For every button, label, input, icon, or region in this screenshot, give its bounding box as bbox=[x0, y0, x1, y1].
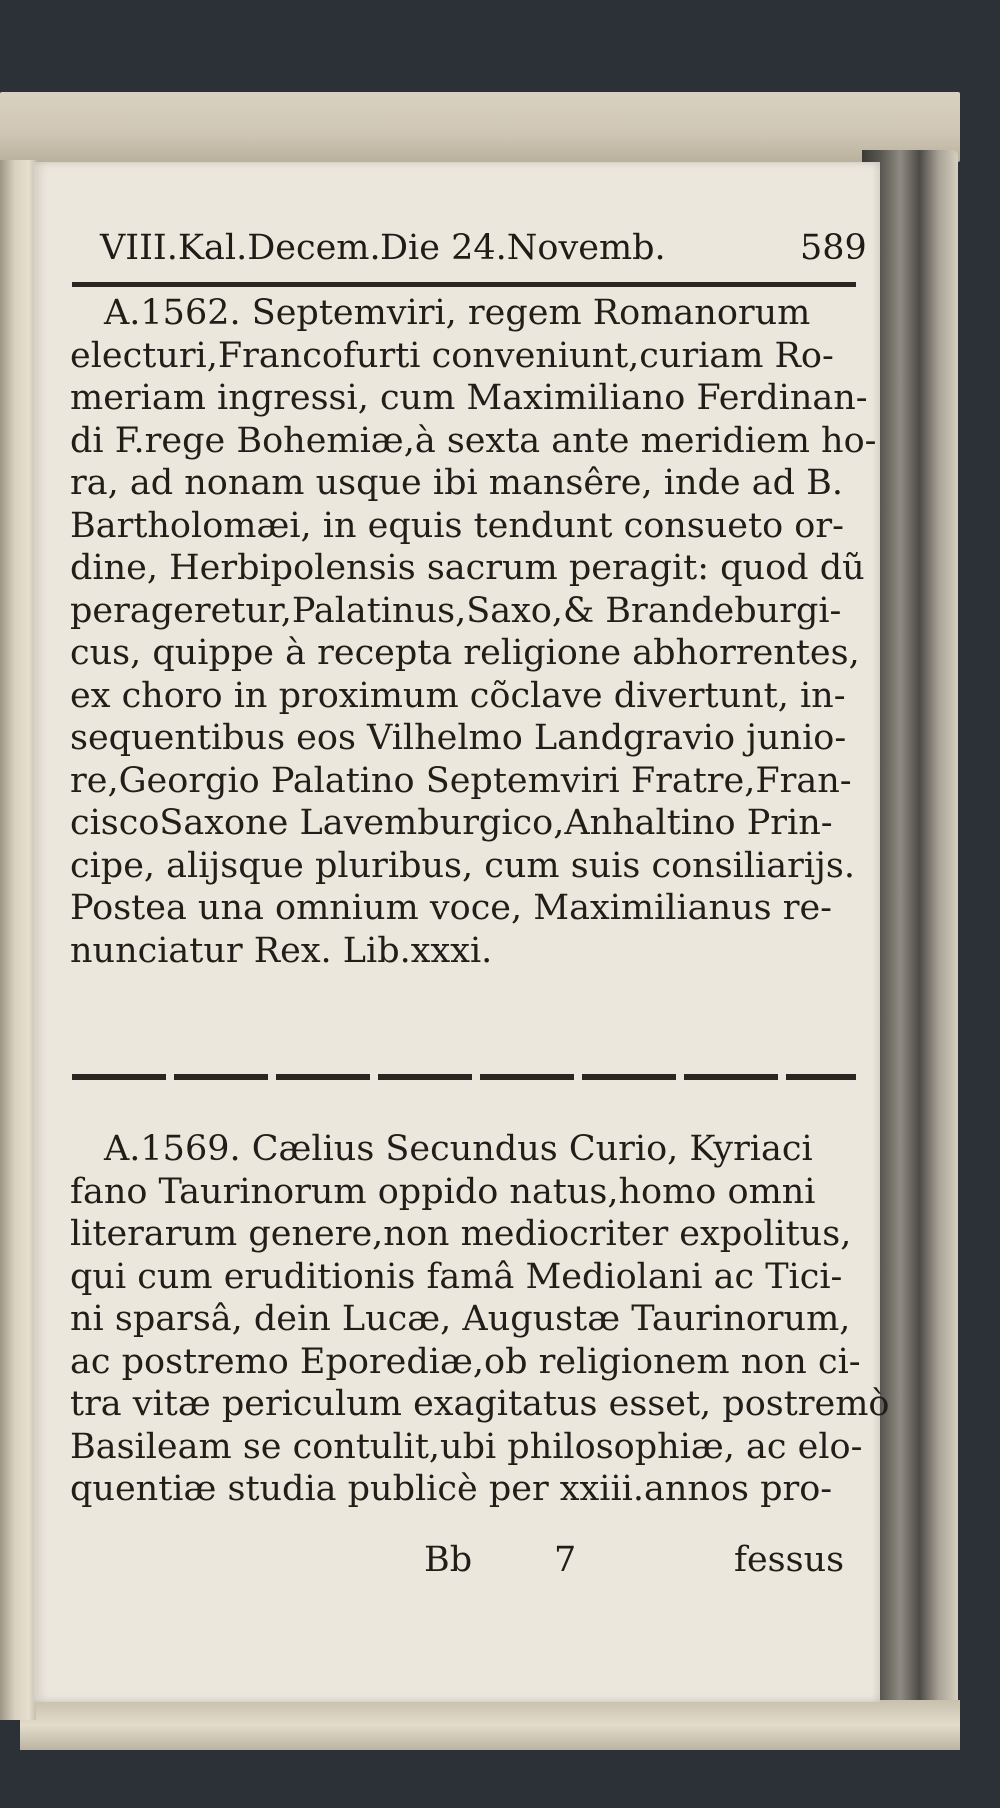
signature-mark: Bb bbox=[424, 1540, 473, 1580]
text-line: dine, Herbipolensis sacrum peragit: quod dũ bbox=[70, 548, 865, 588]
text-line: sequentibus eos Vilhelmo Landgravio junio- bbox=[70, 718, 847, 758]
text-line: Bartholomæi, in equis tendunt consueto or- bbox=[70, 505, 844, 546]
text-line: A.1562. Septemviri, regem Romanorum bbox=[104, 293, 811, 333]
book-cover-top bbox=[0, 92, 960, 162]
text-line: Basileam se contulit,ubi philosophiæ, ac elo- bbox=[70, 1426, 863, 1467]
book-cover-bottom bbox=[20, 1700, 960, 1750]
section-divider bbox=[72, 1074, 856, 1080]
text-line: literarum genere,non mediocriter expolitus, bbox=[70, 1214, 852, 1254]
text-line: quentiæ studia publicè per xxiii.annos pro- bbox=[70, 1469, 833, 1509]
text-line: cus, quippe à recepta religione abhorrentes, bbox=[70, 633, 860, 673]
entry-1569 bbox=[70, 1128, 890, 1511]
text-line: qui cum eruditionis famâ Mediolani ac Tici- bbox=[70, 1256, 843, 1297]
text-line: A.1569. Cælius Secundus Curio, Kyriaci bbox=[104, 1129, 813, 1169]
book-page bbox=[34, 162, 890, 1702]
catchword: fessus bbox=[734, 1540, 845, 1580]
text-line: perageretur,Palatinus,Saxo,& Brandeburgi- bbox=[70, 590, 842, 631]
entry-1562 bbox=[70, 292, 877, 972]
text-line: ra, ad nonam usque ibi mansêre, inde ad B. bbox=[70, 463, 843, 503]
text-line: cipe, alijsque pluribus, cum suis consiliarijs. bbox=[70, 845, 855, 886]
text-line: Postea una omnium voce, Maximilianus re- bbox=[70, 888, 832, 928]
text-line: electuri,Francofurti conveniunt,curiam Ro- bbox=[70, 335, 834, 376]
header-day: Die 24.Novemb. bbox=[380, 228, 666, 268]
text-line: tra vitæ periculum exagitatus esset, postremò bbox=[70, 1384, 890, 1424]
text-line: meriam ingressi, cum Maximiliano Ferdinan- bbox=[70, 378, 868, 418]
text-line: re,Georgio Palatino Septemviri Fratre,Fran- bbox=[70, 760, 852, 801]
text-line: ex choro in proximum cõclave divertunt, in- bbox=[70, 675, 846, 716]
signature-number: 7 bbox=[554, 1540, 577, 1580]
header-date: VIII.Kal.Decem. bbox=[100, 228, 381, 268]
text-line: fano Taurinorum oppido natus,homo omni bbox=[70, 1171, 816, 1212]
page-number: 589 bbox=[800, 228, 867, 268]
running-header bbox=[100, 228, 867, 280]
text-line: ciscoSaxone Lavemburgico,Anhaltino Prin- bbox=[70, 803, 833, 843]
text-line: ni sparsâ, dein Lucæ, Augustæ Taurinorum, bbox=[70, 1299, 851, 1339]
text-line: nunciatur Rex. Lib.xxxi. bbox=[70, 930, 493, 971]
facing-page-edge bbox=[0, 160, 36, 1720]
text-line: ac postremo Eporediæ,ob religionem non ci- bbox=[70, 1341, 861, 1382]
text-line: di F.rege Bohemiæ,à sexta ante meridiem ho- bbox=[70, 420, 877, 461]
header-rule bbox=[72, 282, 856, 287]
